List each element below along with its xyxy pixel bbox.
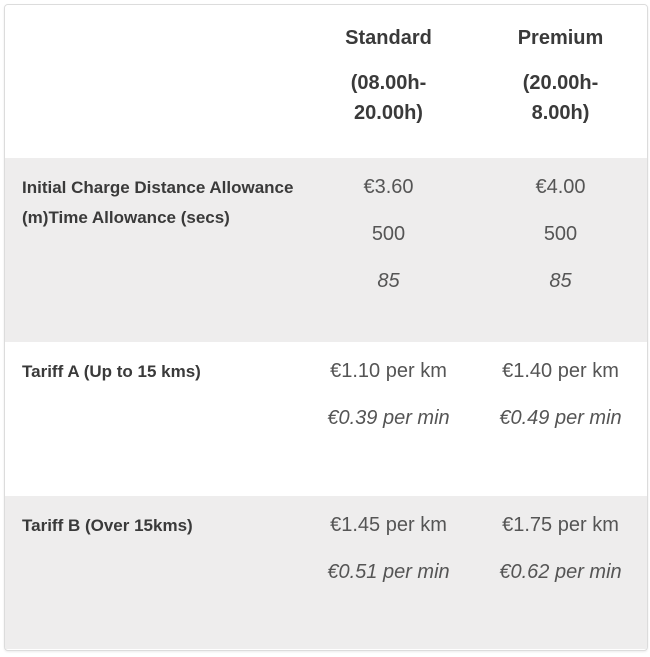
standard-cell (303, 342, 474, 496)
header-standard (303, 5, 474, 158)
per-min-value: €0.62 per min (499, 561, 622, 583)
per-km-value: €1.10 per km (330, 360, 447, 382)
header-premium-name: Premium (517, 27, 604, 49)
per-km-value: €1.45 per km (330, 514, 447, 536)
table-row-tariff-a (5, 342, 647, 496)
header-premium-period-2: 8.00h) (531, 102, 590, 124)
standard-cell (303, 496, 474, 649)
per-min-value: €0.39 per min (327, 407, 450, 429)
header-standard-period-1: (08.00h- (350, 72, 427, 94)
per-km-value: €1.75 per km (502, 514, 619, 536)
table-row-initial-charge (5, 158, 647, 342)
header-premium (474, 5, 647, 158)
initial-charge-value: €4.00 (535, 176, 586, 198)
per-min-value: €0.49 per min (499, 407, 622, 429)
per-min-value: €0.51 per min (327, 561, 450, 583)
table-header-row (5, 5, 647, 158)
distance-allowance-value: 500 (543, 223, 578, 245)
tariff-table (5, 5, 647, 649)
header-standard-period-2: 20.00h) (354, 102, 423, 124)
table-row-tariff-b (5, 496, 647, 649)
time-allowance-value: 85 (377, 270, 400, 292)
time-allowance-value: 85 (549, 270, 572, 292)
row-label: Initial Charge Distance Allowance (m)Time Allowance (secs) (22, 178, 294, 227)
row-label: Tariff A (Up to 15 kms) (22, 362, 201, 381)
tariff-table-container (4, 4, 648, 651)
header-empty-cell (5, 5, 303, 158)
premium-cell (474, 158, 647, 342)
distance-allowance-value: 500 (371, 223, 406, 245)
row-label: Tariff B (Over 15kms) (22, 516, 193, 535)
per-km-value: €1.40 per km (502, 360, 619, 382)
initial-charge-value: €3.60 (363, 176, 414, 198)
standard-cell (303, 158, 474, 342)
header-premium-period-1: (20.00h- (522, 72, 599, 94)
premium-cell (474, 496, 647, 649)
header-standard-name: Standard (345, 27, 432, 49)
premium-cell (474, 342, 647, 496)
